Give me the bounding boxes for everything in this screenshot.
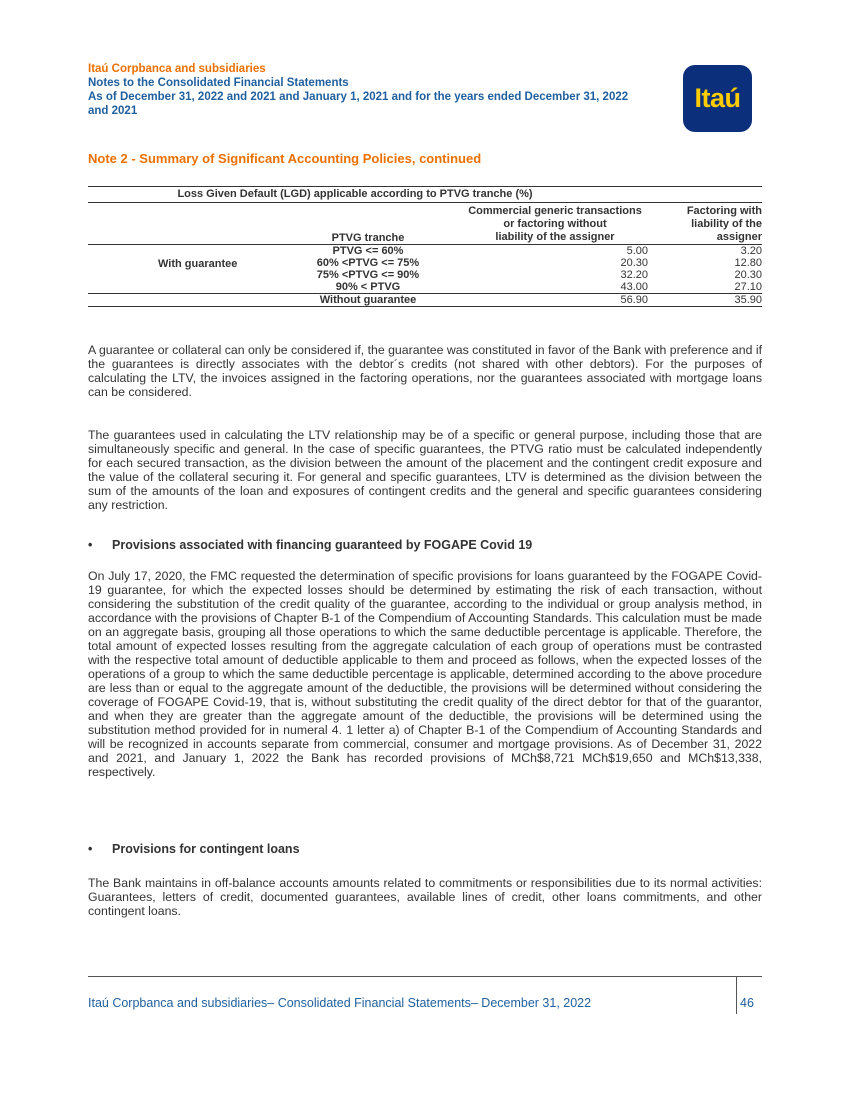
table-row: 90% < PTVG 43.00 27.10 bbox=[335, 281, 762, 293]
document-header bbox=[88, 62, 688, 118]
logo-text: Itaú bbox=[694, 83, 741, 113]
bullet-icon: • bbox=[88, 538, 93, 552]
paragraph-guarantee: A guarantee or collateral can only be considered if, the guarantee was constituted in favor of the Bank with preference and if the guarantees is directly associates with the debtor´s credits (not shared with other debtors). For the purposes of calculating the LTV, the invoices assigned in the factoring operations, nor the guarantees associated with mortgage loans can be considered. bbox=[88, 343, 763, 399]
col-header-tranche: PTVG tranche bbox=[331, 232, 405, 244]
col-header-commercial: Commercial generic transactions or factoring without liability of the assigner bbox=[468, 205, 642, 243]
table-row: PTVG <= 60% 5.00 3.20 bbox=[332, 245, 762, 257]
header-line-4: and 2021 bbox=[88, 105, 138, 117]
table-row: 60% <PTVG <= 75% 20.30 12.80 bbox=[316, 257, 762, 269]
footer-vertical-divider bbox=[736, 976, 737, 1014]
table-header-row bbox=[88, 205, 762, 245]
company-name: Itaú Corpbanca and subsidiaries bbox=[88, 63, 266, 75]
table-caption: Loss Given Default (LGD) applicable according to PTVG tranche (%) bbox=[88, 186, 762, 203]
lgd-table bbox=[88, 186, 762, 307]
itau-logo bbox=[683, 65, 752, 132]
note-title: Note 2 - Summary of Significant Accounting Policies, continued bbox=[88, 151, 482, 166]
paragraph-contingent: The Bank maintains in off-balance accounts amounts related to commitments or responsibilities due to its normal activities: Guarantees, letters of credit, documented guarantees, available lines of credit, other loans commitments, and other contingent loans. bbox=[88, 876, 762, 918]
header-line-2: Notes to the Consolidated Financial Statements bbox=[88, 77, 349, 89]
paragraph-fogape: On July 17, 2020, the FMC requested the determination of specific provisions for loans guaranteed by the FOGAPE Covid-19 guarantee, for which the expected losses should be determined by estimating the risk of each transaction, without considering the substitution of the credit quality of the guarantee, according to the individual or group analysis method, in accordance with the provisions of Chapter B-1 of the Compendium of Accounting Standards. This calculation must be made on an aggregate basis, grouping all those operations to which the same deductible percentage is applicable. Therefore, the total amount of expected losses resulting from the aggregate calculation of each group of operations must be contrasted with the respective total amount of deductible applicable to them and proceed as follows, when the expected losses of the operations of a group to which the same deductible percentage is applicable, determined according to the above procedure are less than or equal to the aggregate amount of the deductible, the provisions will be determined without considering the coverage of FOGAPE Covid-19, that is, without substituting the credit quality of the direct debtor for that of the guarantor, and when they are greater than the aggregate amount of the deductible, the provisions will be determined using the substitution method provided for in numeral 4. 1 letter a) of Chapter B-1 of the Compendium of Accounting Standards and will be recognized in accounts separate from commercial, consumer and mortgage provisions. As of December 31, 2022 and 2021, and January 1, 2022 the Bank has recorded provisions of MCh$8,721 MCh$19,650 and MCh$13,338, respectively. bbox=[88, 569, 762, 779]
header-line-3: As of December 31, 2022 and 2021 and January 1, 2021 and for the years ended December 31, 2022 bbox=[88, 91, 629, 103]
bullet-fogape: • Provisions associated with financing guaranteed by FOGAPE Covid 19 bbox=[88, 538, 533, 552]
col-header-factoring: Factoring with liability of the assigner bbox=[686, 205, 762, 243]
table-row-without-guarantee: Without guarantee 56.90 35.90 bbox=[88, 293, 762, 307]
footer-divider bbox=[88, 976, 762, 977]
table-body bbox=[88, 245, 762, 307]
paragraph-ltv: The guarantees used in calculating the LTV relationship may be of a specific or general purpose, including those that are simultaneously specific and general. In the case of specific guarantees, the PTVG ratio must be calculated independently for each secured transaction, as the division between the amount of the placement and the contingent credit exposure and the value of the collateral securing it. For general and specific guarantees, LTV is determined as the division between the sum of the amounts of the loan and exposures of contingent credits and the general and specific guarantees considering any restriction. bbox=[88, 428, 762, 512]
bullet-contingent: • Provisions for contingent loans bbox=[88, 842, 300, 856]
bullet-icon: • bbox=[88, 842, 93, 856]
footer-text: Itaú Corpbanca and subsidiaries– Consolidated Financial Statements– December 31, 2022 bbox=[88, 996, 592, 1010]
table-row: 75% <PTVG <= 90% 32.20 20.30 bbox=[316, 269, 762, 281]
page-number: 46 bbox=[740, 996, 754, 1010]
group-label: With guarantee bbox=[158, 258, 238, 270]
